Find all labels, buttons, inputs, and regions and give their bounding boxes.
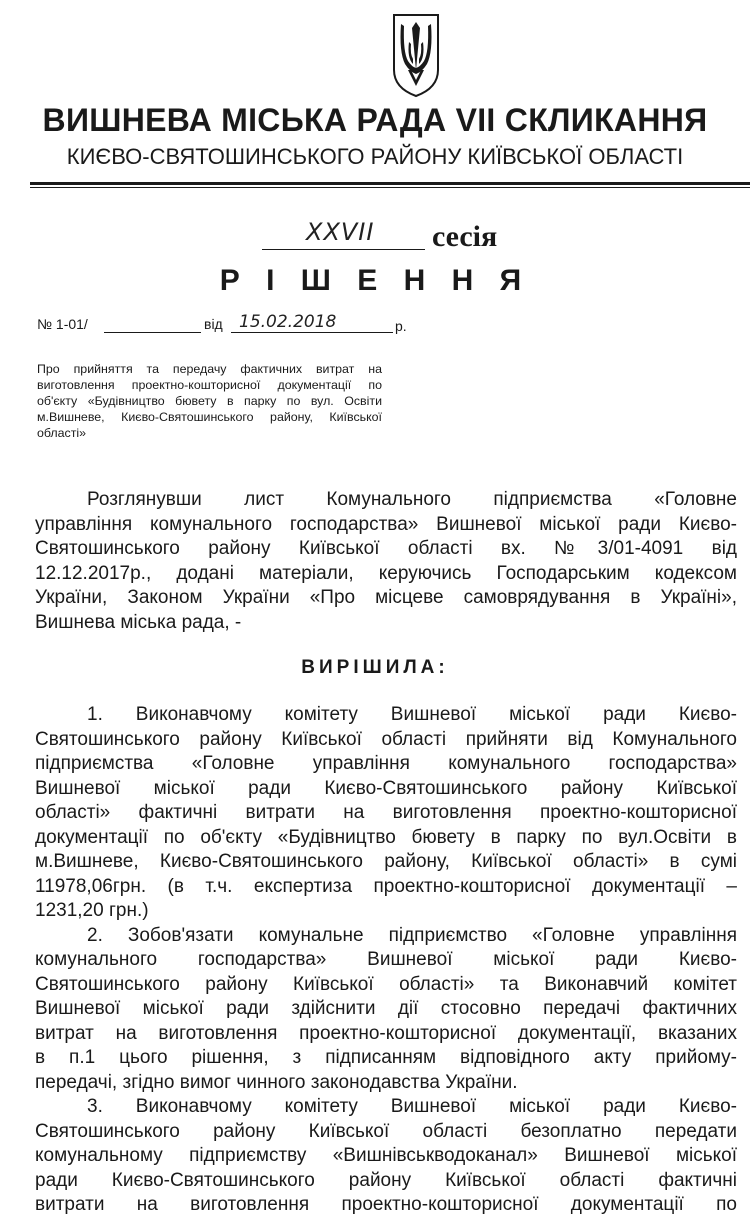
doc-date-label: від	[204, 316, 223, 332]
session-line	[262, 218, 522, 256]
item-3-line: витрати на виготовлення проектно-кошторисної документації по	[35, 1194, 737, 1215]
session-number: XXVII	[306, 218, 375, 246]
header-divider	[30, 182, 750, 185]
item-3-line: 3. Виконавчому комітету Вишневої міської ради Києво-	[87, 1096, 737, 1117]
item-2-line: в п.1 цього рішення, з підписанням відповідного акту прийому-	[35, 1047, 737, 1068]
item-2-line: комунального господарства» Вишневої міської ради Києво-	[35, 949, 737, 970]
header-divider-thin	[30, 187, 750, 188]
session-underline	[262, 249, 425, 250]
session-label: сесія	[432, 220, 498, 253]
item-3-line: Святошинського району Київської області безоплатно передати	[35, 1120, 737, 1142]
item-1-line: м.Вишневе, Києво-Святошинського району, Київської області» в сумі	[35, 851, 737, 872]
item-2-line: витрат на виготовлення проектно-кошторисної документації, вказаних	[35, 1022, 737, 1044]
item-2-line: Святошинського району Київської області» та Виконавчий комітет	[35, 973, 737, 995]
doc-date-suffix: р.	[395, 318, 407, 334]
item-3-line: ради Києво-Святошинського району Київської області фактичні	[35, 1169, 737, 1191]
item-1-line: Святошинського району Київської області прийняти від Комунального	[35, 728, 737, 750]
item-1-line: 1231,20 грн.)	[35, 900, 149, 921]
council-title: ВИШНЕВА МІСЬКА РАДА VII СКЛИКАННЯ	[42, 102, 708, 138]
item-2-line: передачі, згідно вимог чинного законодавства України.	[35, 1071, 518, 1093]
item-2-line: 2. Зобов'язати комунальне підприємство «Головне управління	[87, 924, 737, 946]
doc-number-prefix: № 1-01/	[37, 316, 88, 332]
item-1-line: 11978,06грн. (в т.ч. експертиза проектно-кошторисної документації –	[35, 875, 737, 897]
doc-date-underline	[231, 332, 393, 333]
document-number-line	[37, 312, 417, 336]
item-1-line: області» фактичні витрати на виготовлення проектно-кошторисної	[35, 802, 737, 823]
item-3-line: комунальному підприємству «Вишнівськводоканал» Вишневої міської	[35, 1145, 737, 1166]
doc-date: 15.02.2018	[239, 312, 337, 332]
item-1-line: підприємства «Головне управління комунального господарства»	[35, 753, 737, 774]
preamble-line: України, Законом України «Про місцеве самоврядування в Україні»,	[35, 587, 737, 608]
item-1-line: Вишневої міської ради Києво-Святошинського району Київської	[35, 777, 737, 799]
preamble-line: 12.12.2017р., додані матеріали, керуючись Господарським кодексом	[35, 562, 737, 584]
council-region: КИЄВО-СВЯТОШИНСЬКОГО РАЙОНУ КИЇВСЬКОЇ ОБЛАСТІ	[66, 144, 684, 169]
decision-subject: Про прийняття та передачу фактичних витрат на виготовлення проектно-кошторисної документації по об'єкту «Будівництво бювету в парку по вул. Освіти м.Вишневе, Києво-Святошинського району, Київської області»	[37, 362, 382, 440]
document-type: Р І Ш Е Н Н Я	[219, 264, 531, 297]
doc-number-underline	[104, 332, 201, 333]
resolved-heading: ВИРІШИЛА:	[301, 657, 449, 678]
preamble-line: Святошинського району Київської області вх. №3/01-4091 від	[35, 538, 737, 559]
preamble-line: Розглянувши лист Комунального підприємства «Головне	[87, 489, 737, 510]
item-2-line: Вишневої міської ради здійснити дії стосовно передачі фактичних	[35, 998, 737, 1019]
preamble-line: Вишнева міська рада, -	[35, 611, 242, 633]
item-1-line: документації по об'єкту «Будівництво бювету в парку по вул.Освіти в	[35, 826, 737, 848]
item-1-line: 1. Виконавчому комітету Вишневої міської ради Києво-	[87, 704, 737, 725]
trident-emblem-icon	[391, 12, 441, 98]
preamble-line: управління комунального господарства» Вишневої міської ради Києво-	[35, 513, 737, 535]
